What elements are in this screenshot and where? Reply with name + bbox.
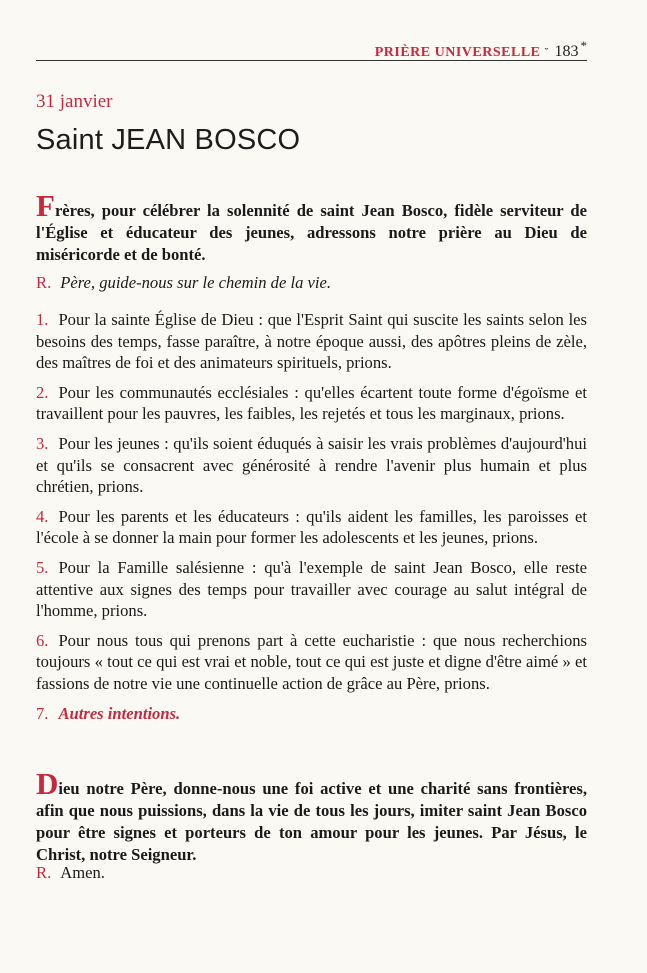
page-title: Saint JEAN BOSCO — [36, 124, 301, 156]
amen-mark: R. — [36, 863, 52, 882]
conclusion-text: ieu notre Père, donne-nous une foi active et une charité sans frontières, afin que nous puissions, dans la vie de tous les jours, imiter saint Jean Bosco pour être signes et porteurs de ton amour pour les jeunes. Par Jésus, le Christ, notre Seigneur. — [36, 779, 587, 864]
intention-item — [36, 309, 587, 374]
page-number: 183 — [554, 43, 579, 60]
response-line — [36, 272, 587, 294]
intention-text: Pour la sainte Église de Dieu : que l'Esprit Saint qui suscite les saints selon les besoins des temps, fasse paraître, à notre époque aussi, des apôtres pleins de zèle, des maîtres de foi et des animateurs spirituels, prions. — [36, 310, 587, 373]
intention-item — [36, 630, 587, 695]
intro-dropcap: F — [36, 188, 55, 223]
response-mark: R. — [36, 273, 52, 292]
intro-paragraph — [36, 188, 587, 266]
intention-number: 7. — [36, 703, 49, 723]
intention-number: 4. — [36, 506, 49, 526]
conclusion-dropcap: D — [36, 766, 59, 801]
intro-text: rères, pour célébrer la solennité de saint Jean Bosco, fidèle serviteur de l'Église et éducateur des jeunes, adressons notre prière au Dieu de miséricorde et de bonté. — [36, 201, 587, 264]
intention-item — [36, 382, 587, 425]
intention-item — [36, 506, 587, 549]
intention-text: Pour les communautés ecclésiales : qu'elles écartent toute forme d'égoïsme et travaillent pour les pauvres, les faibles, les rejetés et tous les marginaux, prions. — [36, 382, 587, 424]
amen-text: Amen. — [60, 863, 105, 882]
header-rule — [36, 60, 587, 61]
intention-text-other: Autres intentions. — [58, 703, 181, 723]
intention-text: Pour la Famille salésienne : qu'à l'exemple de saint Jean Bosco, elle reste attentive aux signes des temps pour travailler avec courage au salut intégral de l'homme, prions. — [36, 557, 587, 621]
intention-item — [36, 433, 587, 498]
running-title: PRIÈRE UNIVERSELLE — [374, 45, 541, 60]
amen-line — [36, 862, 587, 884]
intention-number: 5. — [36, 557, 49, 577]
intention-number: 6. — [36, 630, 49, 650]
intention-item — [36, 703, 587, 725]
response-text: Père, guide-nous sur le chemin de la vie. — [60, 273, 332, 292]
intention-item — [36, 557, 587, 622]
intention-number: 1. — [36, 310, 49, 329]
conclusion-paragraph — [36, 766, 587, 866]
intention-text: Pour nous tous qui prenons part à cette eucharistie : que nous recherchions toujours « tout ce qui est vrai et noble, tout ce qui est juste et digne d'être aimé » et fassions de notre vie une continuelle action de grâce au Père, prions. — [36, 630, 587, 693]
intention-number: 3. — [36, 433, 49, 453]
intention-text: Pour les parents et les éducateurs : qu'ils aident les familles, les paroisses et l'école à se donner la main pour former les adolescents et les jeunes, prions. — [36, 506, 587, 548]
page-star: * — [580, 38, 587, 53]
intention-number: 2. — [36, 382, 49, 402]
feast-date: 31 janvier — [36, 91, 113, 112]
intention-text: Pour les jeunes : qu'ils soient éduqués à saisir les vrais problèmes d'aujourd'hui et qu'ils se consacrent avec générosité à rendre l'avenir plus humain et plus chrétien, prions. — [36, 433, 587, 497]
running-head — [36, 36, 587, 63]
running-head-mark: ˘ — [544, 45, 549, 59]
intentions-list — [36, 309, 587, 732]
